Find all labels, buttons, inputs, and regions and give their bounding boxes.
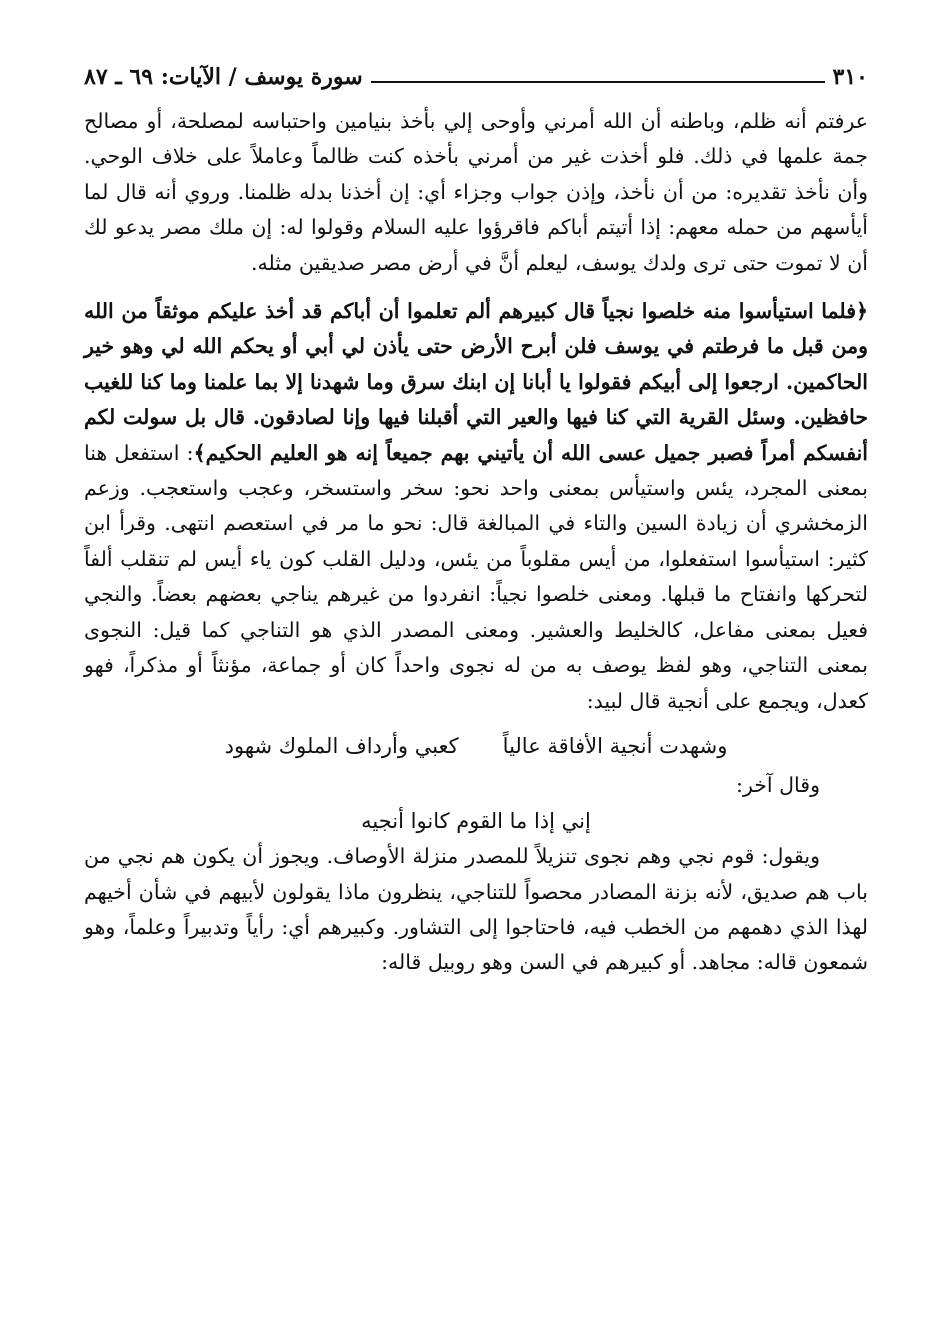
quran-verses: ﴿فلما استيأسوا منه خلصوا نجياً قال كبيرهم ألم تعلموا أن أباكم قد أخذ عليكم موثقاً من الله ومن قبل ما فرطتم في يوسف فلن أبرح الأرض حتى يأذن لي أبي أو يحكم الله لي وهو خير الحاكمين. ارجعوا إلى أبيكم فقولوا يا أبانا إن ابنك سرق وما شهدنا إلا بما علمنا وما كنا للغيب حافظين. وسئل القرية التي كنا فيها والعير التي أقبلنا فيها وإنا لصادقون. قال بل سولت لكم أنفسكم أمراً فصبر جميل عسى الله أن يأتيني بهم جميعاً إنه هو العليم الحكيم﴾ — [84, 299, 868, 465]
verse-intro-label: وقال آخر: — [736, 773, 820, 798]
running-title: سورة يوسف / الآيات: ٦٩ ـ ٨٧ — [84, 64, 363, 90]
header-rule — [371, 81, 825, 83]
page-number: ٣١٠ — [832, 64, 868, 90]
paragraph-final: ويقول: قوم نجي وهم نجوى تنزيلاً للمصدر منزلة الأوصاف. ويجوز أن يكون هم نجي من باب هم صديق، لأنه بزنة المصادر محصواً للتناجي، ينظرون ماذا يقولون لأبيهم في شأن أخيهم لهذا الذي دهمهم من الخطب فيه، فاحتاجوا إلى التشاور. وكبيرهم أي: رأياً وتدبيراً وعلماً، وهو شمعون قاله: مجاهد. أو كبيرهم في السن وهو روبيل قاله: — [84, 844, 868, 975]
poetry-verse-single: إني إذا ما القوم كانوا أنجيه — [361, 808, 591, 833]
verse-hemistich-first: وشهدت أنجية الأفاقة عالياً — [502, 733, 728, 758]
verse-hemistich-second: كعبي وأرداف الملوك شهود — [224, 733, 459, 758]
poetry-verse-labid — [84, 729, 868, 764]
page-header — [84, 56, 868, 90]
paragraph-quran-commentary — [84, 294, 868, 719]
page-body — [84, 104, 868, 981]
commentary-text: : استفعل هنا بمعنى المجرد، يئس واستيأس بمعنى واحد نحو: سخر واستسخر، وعجب واستعجب. وزعم الزمخشري أن زيادة السين والتاء في المبالغة قال: نحو ما مر في استعصم انتهى. وقرأ ابن كثير: استيأسوا استفعلوا، من أيس مقلوباً من يئس، ودليل القلب كون ياء أيس لم تنقلب ألفاً لتحركها وانفتاح ما قبلها. ومعنى خلصوا نجياً: انفردوا من غيرهم يناجي بعضهم بعضاً. والنجي فعيل بمعنى مفاعل، كالخليط والعشير. ومعنى المصدر الذي هو التناجي كما قيل: النجوى بمعنى التناجي، وهو لفظ يوصف به من له نجوى واحداً كان أو جماعة، مؤنثاً أو مذكراً، فهو كعدل، ويجمع على أنجية قال لبيد: — [84, 440, 868, 713]
paragraph-intro: عرفتم أنه ظلم، وباطنه أن الله أمرني وأوحى إلي بأخذ بنيامين واحتباسه لمصلحة، أو مصالح جمة علمها في ذلك. فلو أخذت غير من أمرني بأخذه كنت ظالماً وعاملاً على خلاف الوحي. وأن نأخذ تقديره: من أن نأخذ، وإذن جواب وجزاء أي: إن أخذنا بدله ظلمنا. وروي أنه قال لما أيأسهم من حمله معهم: إذا أتيتم أباكم فاقرؤوا عليه السلام وقولوا له: إن ملك مصر يدعو لك أن لا تموت حتى ترى ولدك يوسف، ليعلم أنَّ في أرض مصر صديقين مثله. — [84, 109, 868, 275]
